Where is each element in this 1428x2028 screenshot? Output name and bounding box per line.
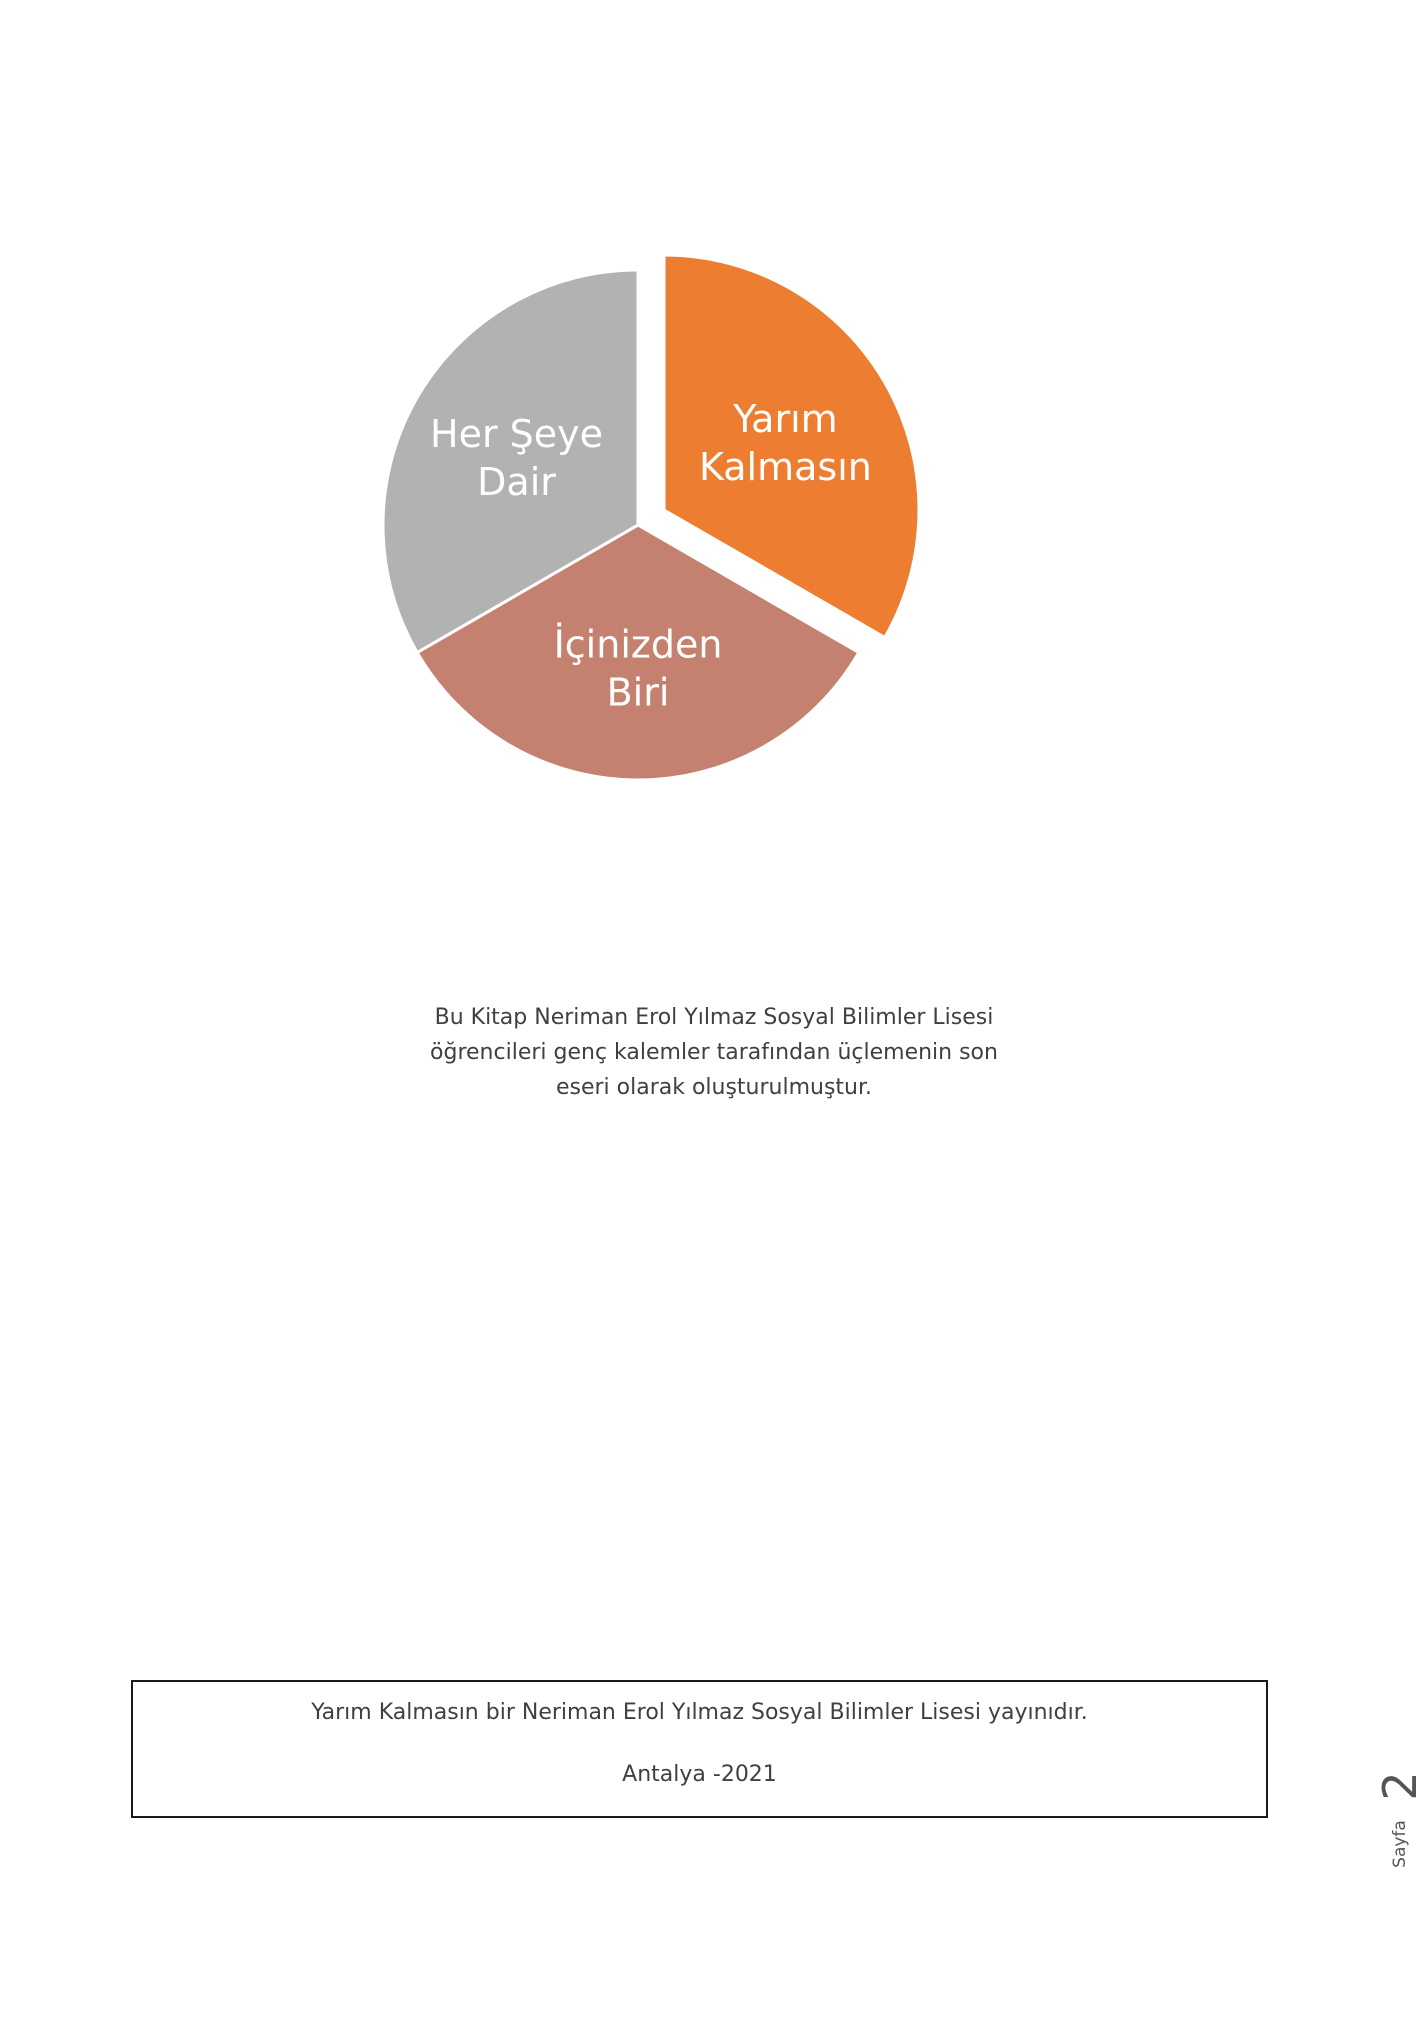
intro-line-1: Bu Kitap Neriman Erol Yılmaz Sosyal Bilimler Lisesi — [434, 1005, 994, 1030]
cycle-diagram — [0, 0, 1428, 900]
publisher-box — [131, 1680, 1268, 1818]
page-label: Sayfa — [1390, 1820, 1410, 1868]
segment-her-seye-dair-label-line-1: Her Şeye — [430, 411, 604, 456]
intro-line-2: öğrencileri genç kalemler tarafından üçlemenin son — [430, 1040, 998, 1065]
segment-icinizden-biri-label-line-1: İçinizden — [553, 622, 723, 667]
segment-yarim-kalmasin-label-line-1: Yarım — [733, 396, 838, 441]
segment-her-seye-dair-label-line-2: Dair — [477, 459, 556, 504]
segment-yarim-kalmasin-label-line-2: Kalmasın — [699, 444, 872, 489]
intro-line-3: eseri olarak oluşturulmuştur. — [555, 1075, 873, 1100]
publisher-place-year: Antalya -2021 — [622, 1762, 777, 1787]
intro-paragraph — [314, 1000, 1114, 1105]
segment-icinizden-biri-label-line-2: Biri — [606, 670, 670, 715]
publisher-statement: Yarım Kalmasın bir Neriman Erol Yılmaz Sosyal Bilimler Lisesi yayınıdır. — [311, 1700, 1088, 1725]
page-number: 2 — [1373, 1771, 1427, 1801]
page-marker — [1373, 1760, 1427, 1870]
